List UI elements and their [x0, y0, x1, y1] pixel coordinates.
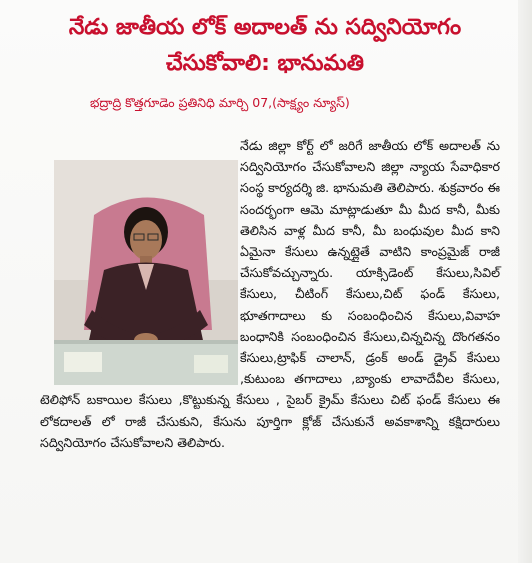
headline	[30, 10, 500, 82]
photo-judge	[54, 160, 238, 385]
headline-line-2: చేసుకోవాలి: భానుమతి	[166, 51, 364, 76]
dateline: భద్రాద్రి కొత్తగూడెం ప్రతినిధి మార్చి 07,(సాక్ష్యం న్యూస్)	[90, 95, 350, 110]
page-edge	[518, 0, 532, 563]
headline-line-1: నేడు జాతీయ లోక్ అదాలత్ ను సద్వినియోగం	[68, 15, 462, 40]
article-body: నేడు జిల్లా కోర్ట్ లో జరిగే జాతీయ లోక్ అదాలత్ ను సద్వినియోగం చేసుకోవాలని జిల్లా న్యాయ సేవాధికార సంస్థ కార్యదర్శి జి. భానుమతి తెలిపారు. శుక్రవారం ఈ సందర్భంగా ఆమె మాట్లాడుతూ మీ మీద కానీ, మీకు తెలిసిన వాళ్ల మీద కానీ, మీ బంధువుల మీద కాని ఏమైనా కేసులు ఉన్నట్లైతే వాటిని కాంప్రమైజ్ రాజీ చేసుకోవచ్చున్నారు. యాక్సిడెంట్ కేసులు,సివిల్ కేసులు, చీటింగ్ కేసులు,చిట్ ఫండ్ కేసులు, భూతగాదాలు కు సంబంధించిన కేసులు,వివాహ బంధానికి సంబంధించిన కేసులు,చిన్నచిన్న దొంగతనం కేసులు,ట్రాఫిక్ చాలాన్, డ్రంక్ అండ్ డ్రైవ్ కేసులు ,కుటుంబ తగాదాలు ,బ్యాంకు లావాదేవీల కేసులు, టెలిఫోన్ బకాయిల కేసులు ,కొట్టుకున్న కేసులు , సైబర్ క్రైమ్ కేసులు చిట్ ఫండ్ కేసులు ఈ లోకదాలత్ లో రాజీ చేసుకుని, కేసును పూర్తిగా క్లోజ్ చేసుకునే అవకాశాన్ని కక్షిదారులు సద్వినియోగం చేసుకోవాలని తెలిపారు.	[40, 138, 500, 450]
